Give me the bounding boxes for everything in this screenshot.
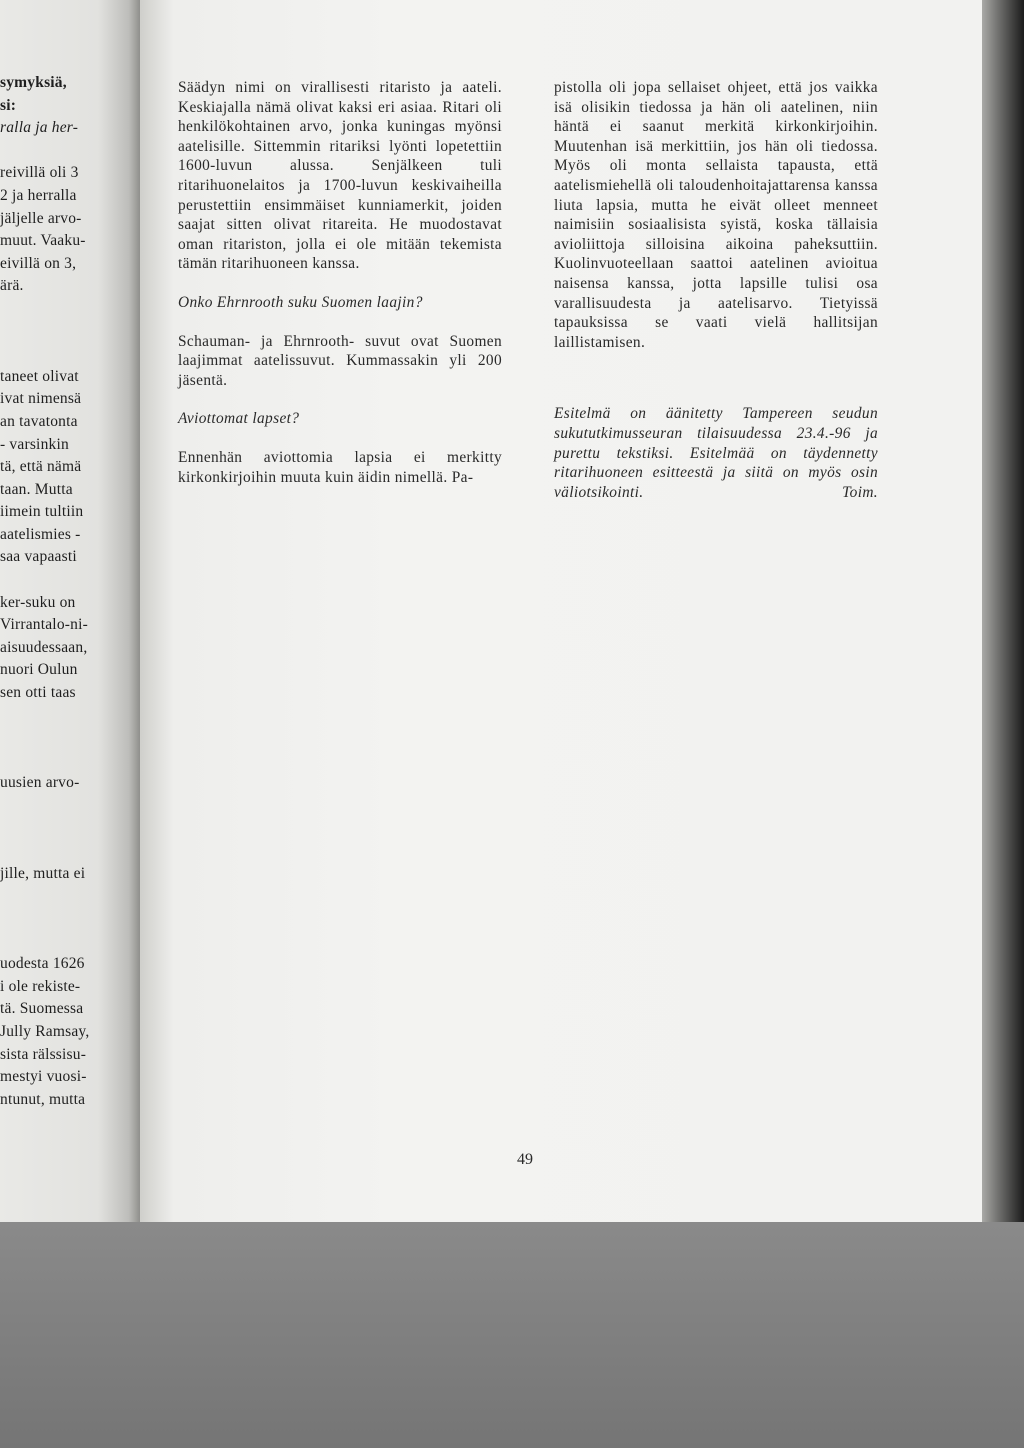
left-fragment-line: ivat nimensä xyxy=(0,390,82,408)
left-fragment-line: sen otti taas xyxy=(0,684,76,702)
page-edge-shadow xyxy=(982,0,1024,1222)
left-page-text xyxy=(0,72,120,1111)
left-fragment-line: Virrantalo-ni- xyxy=(0,616,88,634)
text-column-1 xyxy=(178,78,502,487)
left-fragment-line: tä, että nämä xyxy=(0,458,82,476)
left-fragment-line xyxy=(0,727,120,750)
left-fragment-line: ker-suku on xyxy=(0,593,76,611)
left-fragment-line: si: xyxy=(0,96,17,114)
left-fragment-line: uodesta 1626 xyxy=(0,955,85,973)
left-fragment-line xyxy=(0,321,120,344)
left-fragment-line: aisuudessaan, xyxy=(0,638,88,656)
left-fragment-line: uusien arvo- xyxy=(0,774,80,792)
editor-note-text: Esitelmä on äänitetty Tampereen seudun sukututkimusseuran tilaisuudessa 23.4.-96 ja purettu tekstiksi. Esitelmää on täydennetty ritarihuoneen esitteestä ja siitä on myös osin väliotsikointi. xyxy=(554,405,878,501)
left-fragment-line xyxy=(0,750,120,773)
text-column-2 xyxy=(554,78,878,502)
paragraph-ritaristo: Säädyn nimi on virallisesti ritaristo ja aateli. Keskiajalla nämä olivat kaksi eri asiaa. Ritari oli henkilökohtainen arvo, jonka kuningas myönsi aatelisille. Sittemmin ritariksi lyönti lopetettiin 1600-luvun alussa. Senjälkeen tuli ritarihuonelaitos ja 1700-luvun keskivaiheilla perustettiin ensimmäiset kunniamerkit, joiden saajat sitten olivat ritareita. He muodostavat oman ritariston, jolla ei ole mitään tekemista tämän ritarihuoneen kanssa. xyxy=(178,79,502,273)
left-fragment-line xyxy=(0,818,120,841)
left-fragment-line: nuori Oulun xyxy=(0,661,78,679)
scanner-bed xyxy=(0,1222,1024,1448)
page-number: 49 xyxy=(517,1151,533,1168)
left-page-fragment xyxy=(0,0,140,1222)
left-fragment-line: symyksiä, xyxy=(0,74,67,91)
left-fragment-line xyxy=(0,908,120,931)
left-fragment-line: an tavatonta xyxy=(0,412,78,430)
left-fragment-line xyxy=(0,140,120,163)
subheading-aviottomat: Aviottomat lapset? xyxy=(178,410,300,428)
left-fragment-line: eivillä on 3, xyxy=(0,254,77,272)
left-fragment-line: taneet olivat xyxy=(0,367,79,385)
left-fragment-line: muut. Vaaku- xyxy=(0,232,86,250)
left-fragment-line: saa vapaasti xyxy=(0,548,77,566)
left-fragment-line xyxy=(0,840,120,863)
left-fragment-line: aatelismies - xyxy=(0,525,81,543)
editor-signature: Toim. xyxy=(842,483,878,501)
left-fragment-line: - varsinkin xyxy=(0,435,69,453)
left-fragment-line: reivillä oli 3 xyxy=(0,164,79,182)
editor-note xyxy=(554,404,878,502)
left-fragment-line: ntunut, mutta xyxy=(0,1090,86,1108)
paragraph-pistolla: pistolla oli jopa sellaiset ohjeet, että jos vaikka isä olisikin tiedossa ja hän oli aatelinen, niin häntä ei saanut merkitä kirkonkirjoihin. Muutenhan isä merkittiin, jos hän oli tiedossa. Myös oli monta sellaista tapausta, että aatelismiehellä oli taloudenhoitajattarensa kanssa liuta lapsia, mutta he eivät olleet menneet naimisiin sosiaalisista syistä, koska tällaisia avioliittoja silloisina aikoina paheksuttiin. Kuolinvuoteellaan saattoi aatelinen avioitua naisensa kanssa, jotta lapsille tulisi osa varallisuudesta ja aatelisarvo. Tietyissä tapauksissa se vaati vielä hallitsijan laillistamisen. xyxy=(554,79,878,351)
left-fragment-line: jäljelle arvo- xyxy=(0,209,82,227)
left-fragment-line: iimein tultiin xyxy=(0,503,84,521)
left-fragment-line: 2 ja herralla xyxy=(0,186,77,204)
left-fragment-line xyxy=(0,569,120,592)
left-fragment-line xyxy=(0,343,120,366)
left-fragment-line: ärä. xyxy=(0,277,24,295)
left-fragment-line: jille, mutta ei xyxy=(0,864,86,882)
left-fragment-line: mestyi vuosi- xyxy=(0,1068,87,1086)
paragraph-suvut: Schauman- ja Ehrnrooth- suvut ovat Suomen laajimmat aatelissuvut. Kummassakin yli 200 jäsentä. xyxy=(178,332,502,389)
left-fragment-line: i ole rekiste- xyxy=(0,977,81,995)
left-fragment-line: Jully Ramsay, xyxy=(0,1022,90,1040)
left-fragment-line: sista rälssisu- xyxy=(0,1045,87,1063)
left-fragment-line xyxy=(0,705,120,728)
subheading-ehrnrooth: Onko Ehrnrooth suku Suomen laajin? xyxy=(178,293,423,311)
left-fragment-line: tä. Suomessa xyxy=(0,1000,84,1018)
left-fragment-line: taan. Mutta xyxy=(0,480,73,498)
left-fragment-line xyxy=(0,298,120,321)
paragraph-aviottomat: Ennenhän aviottomia lapsia ei merkitty kirkonkirjoihin muuta kuin äidin nimellä. Pa- xyxy=(178,448,502,486)
left-fragment-line: ralla ja her- xyxy=(0,119,79,137)
left-fragment-line xyxy=(0,885,120,908)
left-fragment-line xyxy=(0,931,120,954)
left-fragment-line xyxy=(0,795,120,818)
